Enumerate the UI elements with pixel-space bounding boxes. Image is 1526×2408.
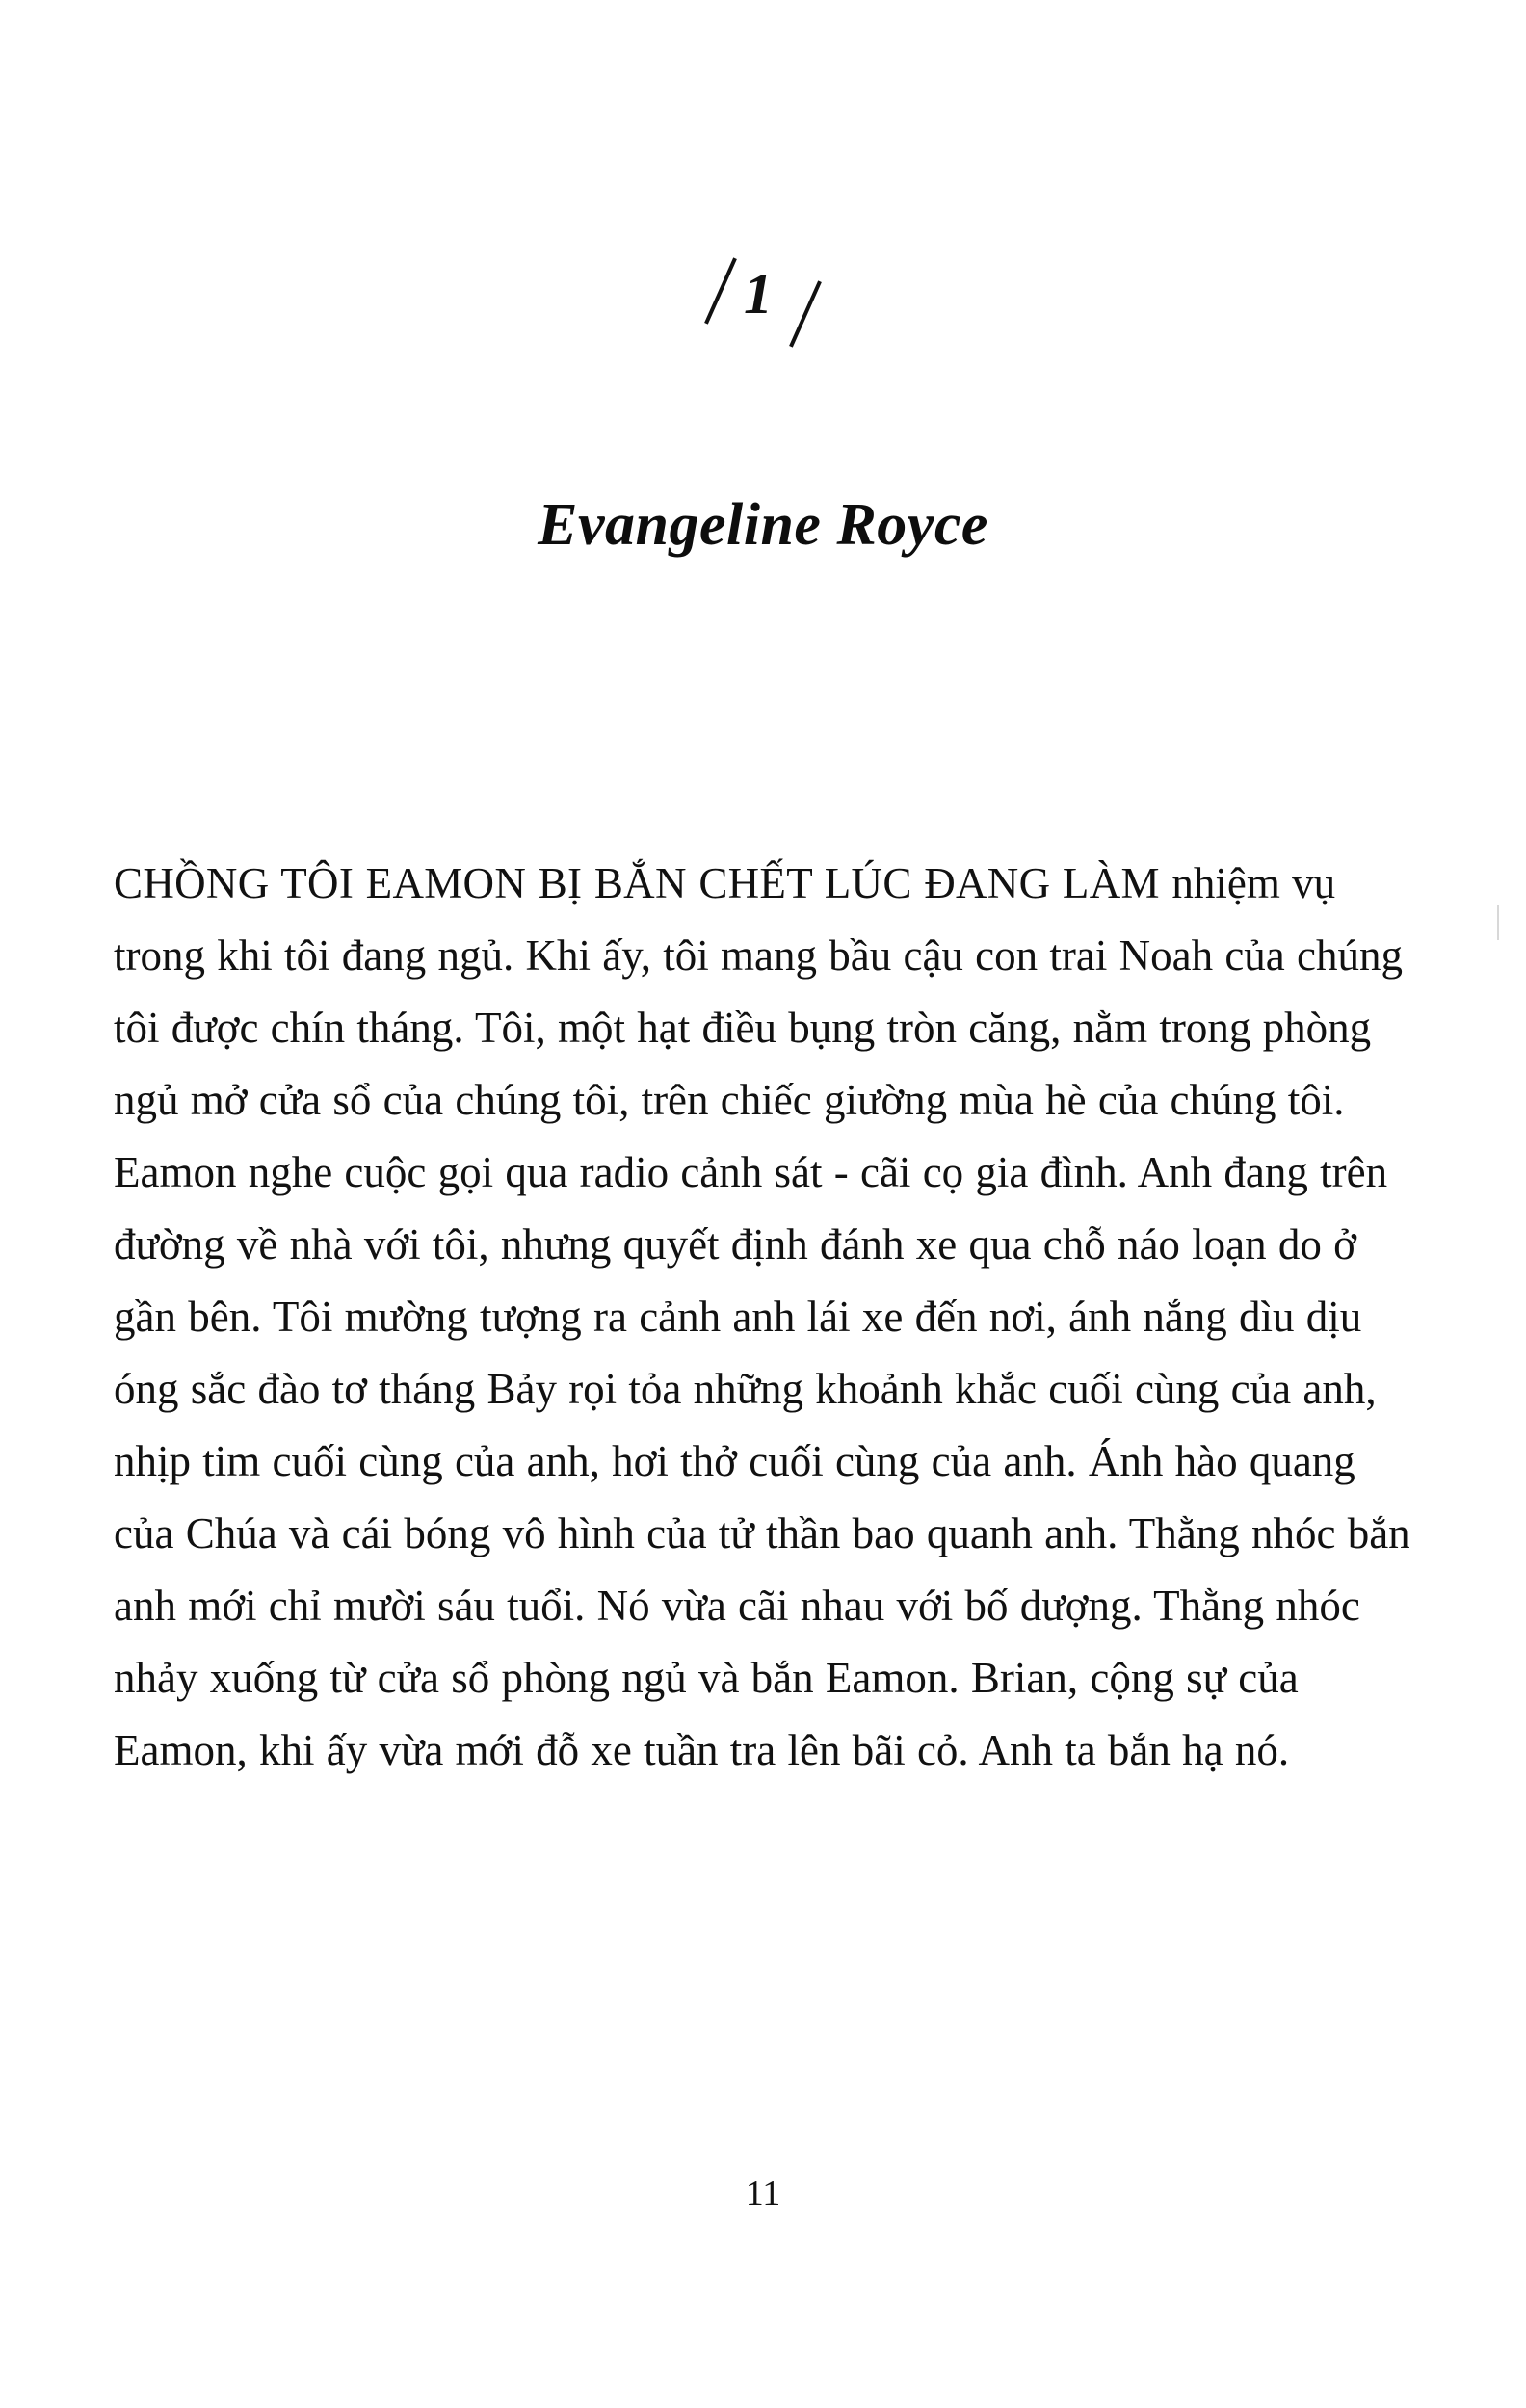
chapter-title: Evangeline Royce <box>538 492 988 558</box>
slash-right-icon <box>789 280 822 347</box>
chapter-ornament-group <box>696 246 830 361</box>
chapter-ornament <box>0 246 1526 371</box>
body-paragraph <box>114 848 1414 1787</box>
page-number: 11 <box>745 2173 781 2213</box>
paragraph-lead-text: CHỒNG TÔI EAMON BỊ BẮN CHẾT LÚC ĐANG LÀM <box>114 859 1172 907</box>
page-edge-mark <box>1497 905 1499 940</box>
slash-left-icon <box>704 257 737 324</box>
paragraph-rest-text: nhiệm vụ trong khi tôi đang ngủ. Khi ấy, tôi mang bầu cậu con trai Noah của chúng tôi được chín tháng. Tôi, một hạt điều bụng tròn căng, nằm trong phòng ngủ mở cửa sổ của chúng tôi, trên chiếc giường mùa hè của chúng tôi. Eamon nghe cuộc gọi qua radio cảnh sát - cãi cọ gia đình. Anh đang trên đường về nhà với tôi, nhưng quyết định đánh xe qua chỗ náo loạn do ở gần bên. Tôi mường tượng ra cảnh anh lái xe đến nơi, ánh nắng dìu dịu óng sắc đào tơ tháng Bảy rọi tỏa những khoảnh khắc cuối cùng của anh, nhịp tim cuối cùng của anh, hơi thở cuối cùng của anh. Ánh hào quang của Chúa và cái bóng vô hình của tử thần bao quanh anh. Thằng nhóc bắn anh mới chỉ mười sáu tuổi. Nó vừa cãi nhau với bố dượng. Thằng nhóc nhảy xuống từ cửa sổ phòng ngủ và bắn Eamon. Brian, cộng sự của Eamon, khi ấy vừa mới đỗ xe tuần tra lên bãi cỏ. Anh ta bắn hạ nó. <box>114 859 1410 1774</box>
chapter-number: 1 <box>744 262 773 326</box>
